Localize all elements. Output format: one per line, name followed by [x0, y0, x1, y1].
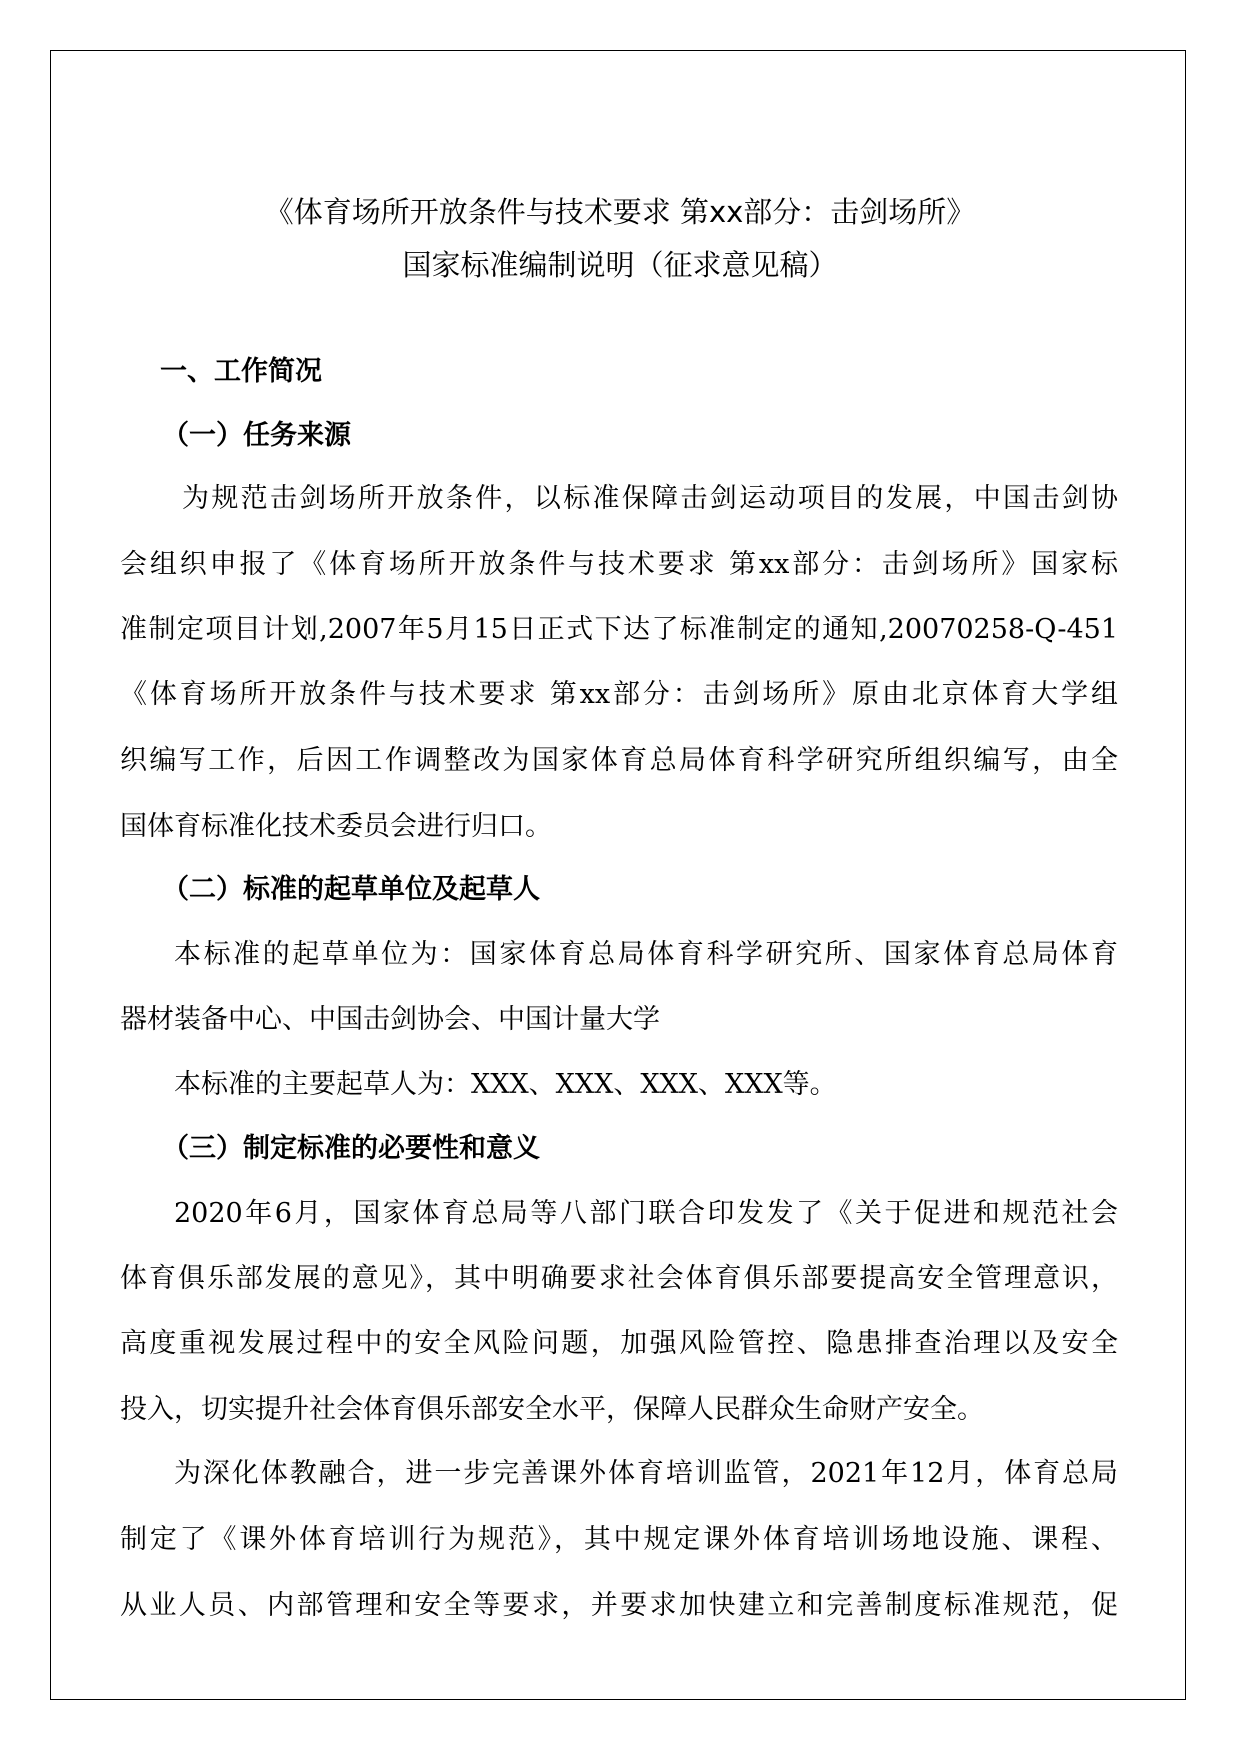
paragraph-line: 2020年6月，国家体育总局等八部门联合印发发了《关于促进和规范社会: [174, 1198, 1118, 1229]
paragraph-line: 会组织申报了《体育场所开放条件与技术要求 第xx部分：击剑场所》国家标: [120, 549, 1118, 580]
paragraph-line: 为深化体教融合，进一步完善课外体育培训监管，2021年12月，体育总局: [174, 1458, 1118, 1489]
subsection-heading: （二）标准的起草单位及起草人: [162, 874, 540, 905]
paragraph-line: 为规范击剑场所开放条件，以标准保障击剑运动项目的发展，中国击剑协: [182, 483, 1118, 514]
document-title: 《体育场所开放条件与技术要求 第xx部分：击剑场所》: [264, 195, 976, 229]
paragraph-line: 投入，切实提升社会体育俱乐部安全水平，保障人民群众生命财产安全。: [120, 1394, 984, 1425]
paragraph-line: 国体育标准化技术委员会进行归口。: [120, 811, 552, 842]
paragraph-line: 织编写工作，后因工作调整改为国家体育总局体育科学研究所组织编写，由全: [120, 745, 1118, 776]
paragraph-line: 体育俱乐部发展的意见》，其中明确要求社会体育俱乐部要提高安全管理意识，: [120, 1263, 1118, 1294]
paragraph-line: 本标准的起草单位为：国家体育总局体育科学研究所、国家体育总局体育: [174, 939, 1118, 970]
paragraph-line: 器材装备中心、中国击剑协会、中国计量大学: [120, 1004, 660, 1035]
subsection-heading: （三）制定标准的必要性和意义: [162, 1133, 540, 1164]
section-heading: 一、工作简况: [160, 356, 322, 387]
paragraph-line: 高度重视发展过程中的安全风险问题，加强风险管控、隐患排查治理以及安全: [120, 1328, 1118, 1359]
paragraph-line: 从业人员、内部管理和安全等要求，并要求加快建立和完善制度标准规范，促: [120, 1590, 1118, 1621]
document-subtitle: 国家标准编制说明（征求意见稿）: [402, 248, 838, 282]
paragraph-line: 《体育场所开放条件与技术要求 第xx部分：击剑场所》原由北京体育大学组: [120, 679, 1118, 710]
subsection-heading: （一）任务来源: [162, 420, 351, 451]
paragraph-line: 制定了《课外体育培训行为规范》，其中规定课外体育培训场地设施、课程、: [120, 1524, 1118, 1555]
paragraph-line: 本标准的主要起草人为：XXX、XXX、XXX、XXX等。: [174, 1069, 837, 1100]
paragraph-line: 准制定项目计划,2007年5月15日正式下达了标准制定的通知,20070258-Q-451: [120, 614, 1118, 645]
